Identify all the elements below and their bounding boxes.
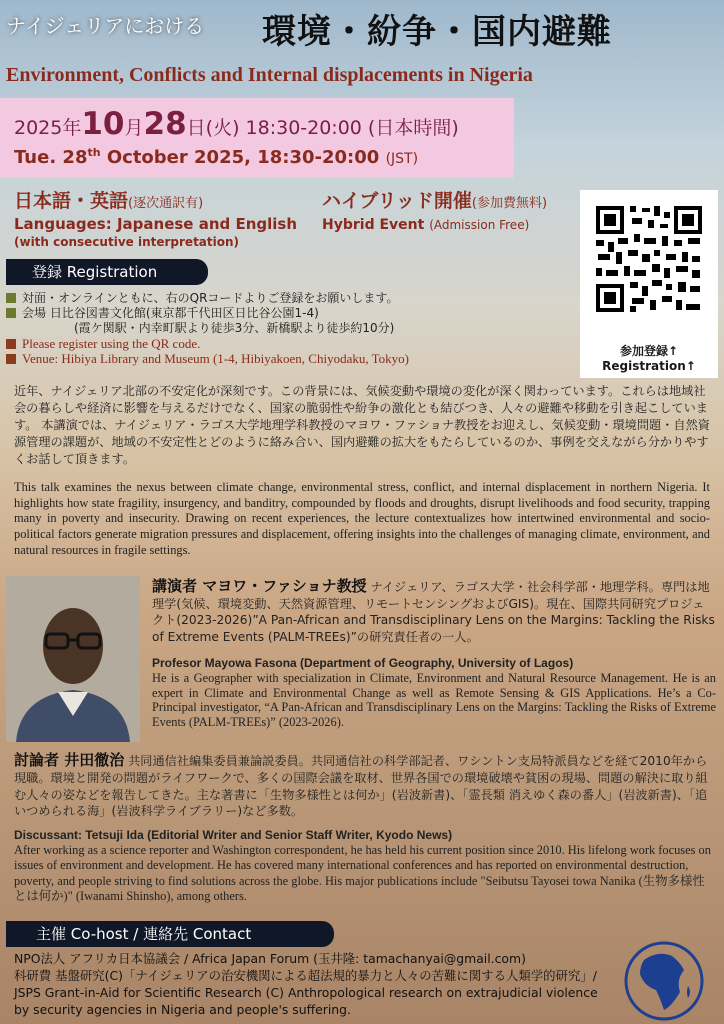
speaker-info-ja: 講演者 マヨワ・ファショナ教授 ナイジェリア、ラゴス大学・社会科学部・地理学科。専門は地理学(気候、環境変動、天然資源管理、リモートセンシングおよびGIS)。現在、国際共同研究プロジェクト(2023-2026)”A Pan-African and Transdisciplinary Lens on the Margins: Tackling the Risks of Extreme Events (PALM-TREEs)”の研究責任者の一人。 — [152, 577, 715, 644]
discussant-info-en: Discussant: Tetsuji Ida (Editorial Writer and Senior Staff Writer, Kyodo News) After working as a science reporter and Washington correspondent, he has held his current position since 2010. His lifelong work focuses on issues of environment and development. He has covered many international conferences and has reported on environmental destruction, poverty, and people striving to find solutions across the globe. His major publications include "Seibutsu Tayosei towa Nanika (生物多様性とは何か)" (Iwanami Shinsho), among others. — [14, 828, 711, 903]
languages-block: 日本語・英語(逐次通訳有) Languages: Japanese and English (with consecutive interpretation) — [14, 190, 298, 249]
qr-label: 参加登録↑ Registration↑ — [602, 344, 696, 373]
discussant-info-ja: 討論者 井田徹治 共同通信社編集委員兼論説委員。共同通信社の科学部記者、ワシントン支局特派員などを経て2010年から現職。環境と開発の問題がライフワークで、多くの国際会議を取材、世界各国での環境破壊や貧困の現場、問題の解決に取り組む人々の姿などを報告してきた。主な著書に「生物多様性とは何か」(岩波新書)、「霊長類 消えゆく森の番人」(岩波新書)、「追いつめられる海」(岩波科学ライブラリー)など多数。 — [14, 751, 708, 819]
speaker-photo — [6, 576, 140, 742]
list-item: 対面・オンラインともに、右のQRコードよりご登録をお願いします。 — [6, 291, 409, 306]
intro-ja: 近年、ナイジェリア北部の不安定化が深刻です。この背景には、気候変動や環境の変化が深く関わっています。これらは地域社会の暮らしや経済に影響を与えるだけでなく、国家の脆弱性や紛争の激化とも結びつき、人々の避難や移動を引き起こしています。 本講演では、ナイジェリア・ラゴス大学地理学科教授のマヨワ・ファショナ教授をお迎えし、気候変動・環境問題・自然資源管理の課題が、地域の不安定性とどのように絡み合い、国内避難の拡大をもたらしているのか、事例を交えながら分かりやすくお話して頂きます。 — [14, 384, 710, 466]
list-item: Venue: Hibiya Library and Museum (1-4, Hibiyakoen, Chiyodaku, Tokyo) — [6, 351, 409, 366]
date-ja: 2025年10月28日(火) 18:30-20:00 (日本時間) — [14, 106, 459, 142]
contact-header: 主催 Co-host / 連絡先 Contact — [6, 921, 334, 947]
africa-japan-forum-logo-icon — [614, 940, 714, 1022]
contact-info: NPO法人 アフリカ日本協議会 / Africa Japan Forum (玉井隆: tamachanyai@gmail.com) 科研費 基盤研究(C)「ナイジェリアの治安機関による超法規的暴力と人々の苦難に関する人類学的研究」/ JSPS Grant-in-Aid for Scientific Research (C) Anthropological research on extrajudicial violence by security agencies in Nigeria and people's suffering. — [14, 951, 598, 1017]
title-ja-sub: ナイジェリアにおける — [6, 14, 205, 38]
speaker-info-en: Profesor Mayowa Fasona (Department of Geography, University of Lagos) He is a Geographer with specialization in Climate, Environment and Natural Resource Management. He is an expert in Climate and Environmental Change as well as Remote Sensing & GIS Applications. He’s a Co-Principal investigator, “A Pan-African and Transdisciplinary Lens on the Margins: Tackling the Risks of Extreme Events (PALM-TREEs)” (2023-2026). — [152, 656, 716, 730]
page-title-en: Environment, Conflicts and Internal displacements in Nigeria — [6, 64, 533, 86]
qr-code-icon[interactable] — [594, 204, 704, 314]
date-en: Tue. 28th October 2025, 18:30-20:00 (JST) — [14, 146, 419, 168]
registration-header: 登録 Registration — [6, 259, 208, 285]
list-item: (霞ケ関駅・内幸町駅より徒歩3分、新橋駅より徒歩約10分) — [74, 321, 395, 335]
intro-en: This talk examines the nexus between climate change, environmental stress, conflict, and internal displacement in northern Nigeria. It highlights how state fragility, insurgency, and banditry, compounded by floods and droughts, disrupt livelihoods and food security, trapping many in poverty and insecurity. Drawing on recent experiences, the lecture contextualizes how intertwined environmental and socio-political factors generate migration pressures and displacement, offering insights into the challenges of managing climate, environment, and natural resources in fragile settings. — [14, 480, 710, 557]
hybrid-block: ハイブリッド開催(参加費無料) Hybrid Event (Admission Free) — [322, 190, 548, 233]
list-item: 会場 日比谷図書文化館(東京都千代田区日比谷公園1-4) — [6, 306, 409, 321]
registration-list — [6, 291, 409, 366]
list-item: Please register using the QR code. — [6, 336, 409, 351]
page-title: 環境・紛争・国内避難 — [262, 12, 612, 52]
